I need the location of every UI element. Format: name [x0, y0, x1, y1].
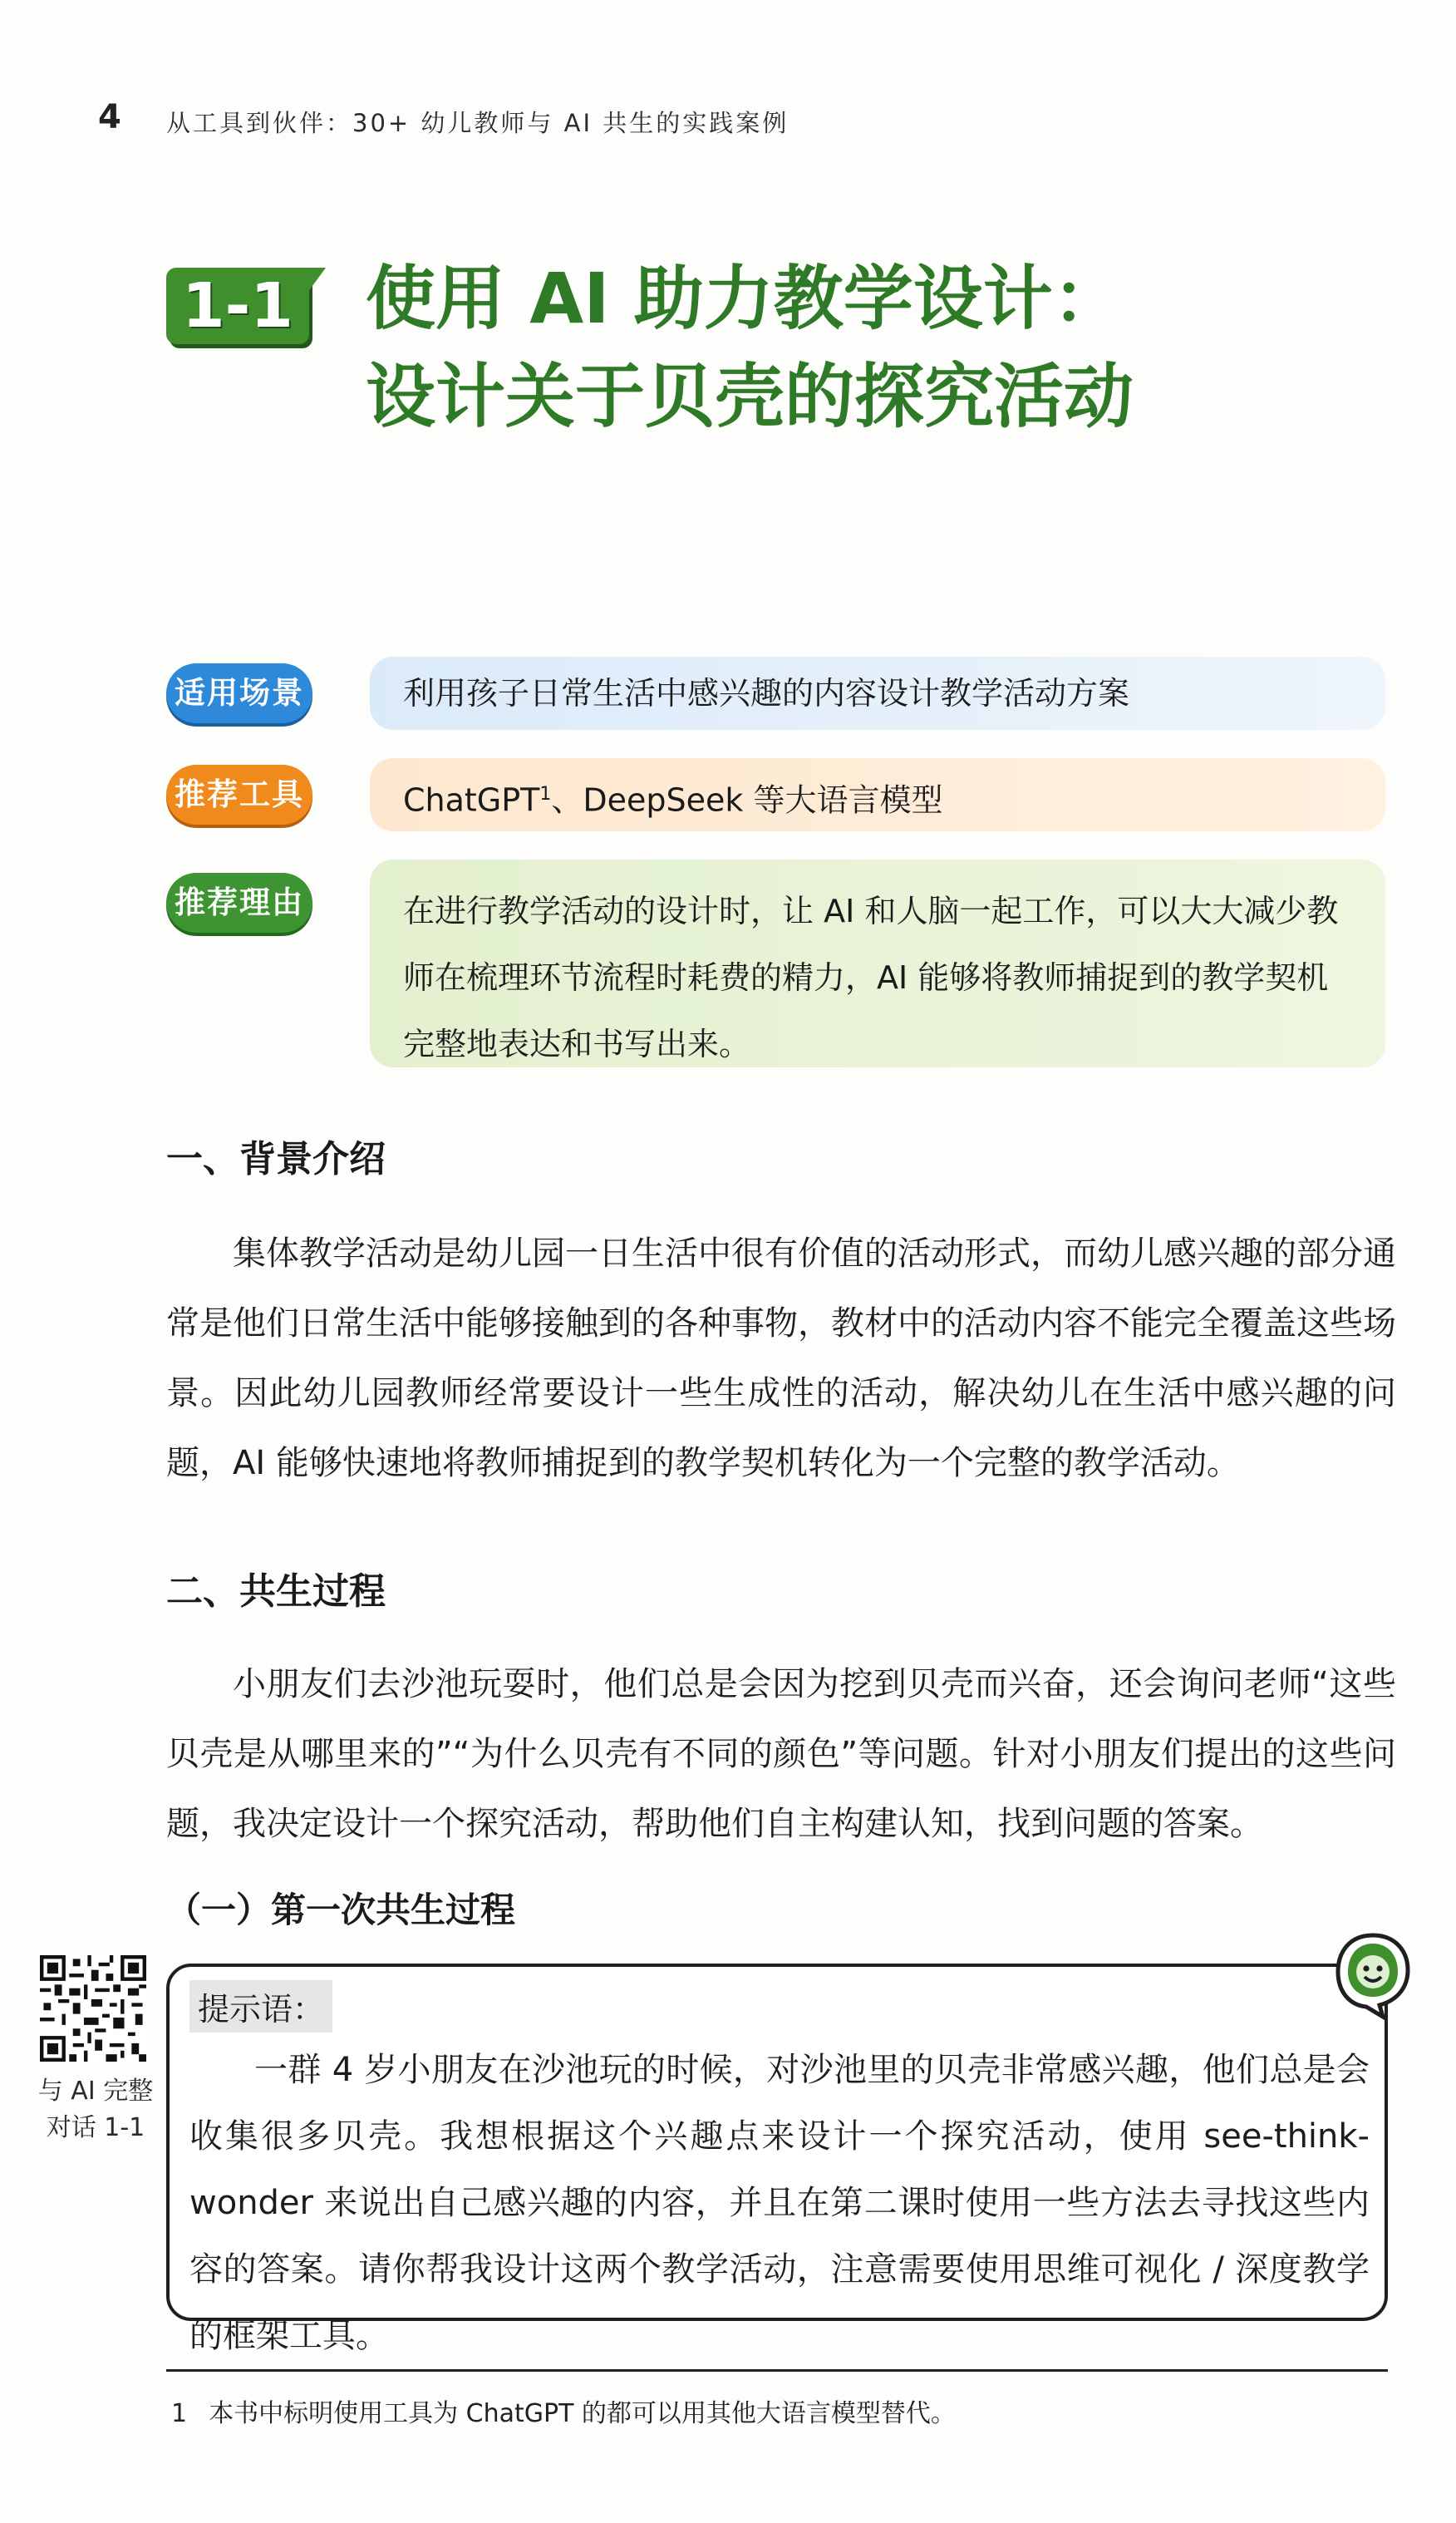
running-title: 从工具到伙伴：30+ 幼儿教师与 AI 共生的实践案例 — [166, 109, 789, 137]
chapter-title-line1: 使用 AI 助力教学设计： — [366, 258, 1123, 339]
background-paragraph: 集体教学活动是幼儿园一日生活中很有价值的活动形式，而幼儿感兴趣的部分通常是他们日常生活中能够接触到的各种事物，教材中的活动内容不能完全覆盖这些场景。因此幼儿园教师经常要设计一些生成性的活动，解决幼儿在生活中感兴趣的问题，AI 能够快速地将教师捕捉到的教学契机转化为一个完整的教学活动。 — [166, 1234, 1396, 1482]
scene-panel: 利用孩子日常生活中感兴趣的内容设计教学活动方案 — [370, 657, 1385, 730]
sub-heading-first-process: （一）第一次共生过程 — [166, 1890, 516, 1930]
chapter-badge — [166, 268, 309, 344]
chat-mascot-icon — [1333, 1930, 1413, 2020]
prompt-label: 提示语： — [189, 1980, 332, 2033]
section-heading-background: 一、背景介绍 — [166, 1138, 386, 1180]
tool-name: ChatGPT — [403, 781, 540, 819]
footnote-text: 本书中标明使用工具为 ChatGPT 的都可以用其他大语言模型替代。 — [209, 2399, 956, 2428]
qr-caption-line1: 与 AI 完整 — [37, 2077, 154, 2106]
scene-tag: 适用场景 — [166, 663, 312, 723]
footnote-rule — [166, 2369, 1388, 2372]
chapter-number: 1-1 — [182, 270, 293, 342]
reason-panel: 在进行教学活动的设计时，让 AI 和人脑一起工作，可以大大减少教师在梳理环节流程时耗费的精力，AI 能够将教师捕捉到的教学契机完整地表达和书写出来。 — [370, 860, 1385, 1067]
footnote-number: 1 — [171, 2399, 188, 2428]
chapter-title — [366, 249, 1404, 446]
tool-rest: 、DeepSeek 等大语言模型 — [551, 781, 943, 819]
chapter-title-line2: 设计关于贝壳的探究活动 — [366, 356, 1134, 437]
qr-caption-line2: 对话 1-1 — [46, 2113, 145, 2142]
tool-panel — [370, 758, 1385, 831]
reason-tag: 推荐理由 — [166, 873, 312, 933]
qr-caption — [25, 2073, 166, 2146]
page-number: 4 — [98, 98, 121, 136]
section-heading-process: 二、共生过程 — [166, 1570, 386, 1613]
footnote-ref: 1 — [539, 784, 552, 805]
process-paragraph: 小朋友们去沙池玩耍时，他们总是会因为挖到贝壳而兴奋，还会询问老师“这些贝壳是从哪里来的”“为什么贝壳有不同的颜色”等问题。针对小朋友们提出的这些问题，我决定设计一个探究活动，帮助他们自主构建认知，找到问题的答案。 — [166, 1665, 1396, 1843]
qr-code-icon[interactable] — [40, 1955, 146, 2062]
prompt-text: 一群 4 岁小朋友在沙池玩的时候，对沙池里的贝壳非常感兴趣，他们总是会收集很多贝壳。我想根据这个兴趣点来设计一个探究活动，使用 see-think-wonder 来说出自己感兴趣的内容，并且在第二课时使用一些方法去寻找这些内容的答案。请你帮我设计这两个教学活动，注意需要使用思维可视化 / 深度教学的框架工具。 — [189, 2051, 1370, 2355]
footnote — [171, 2392, 956, 2429]
tool-tag: 推荐工具 — [166, 765, 312, 825]
